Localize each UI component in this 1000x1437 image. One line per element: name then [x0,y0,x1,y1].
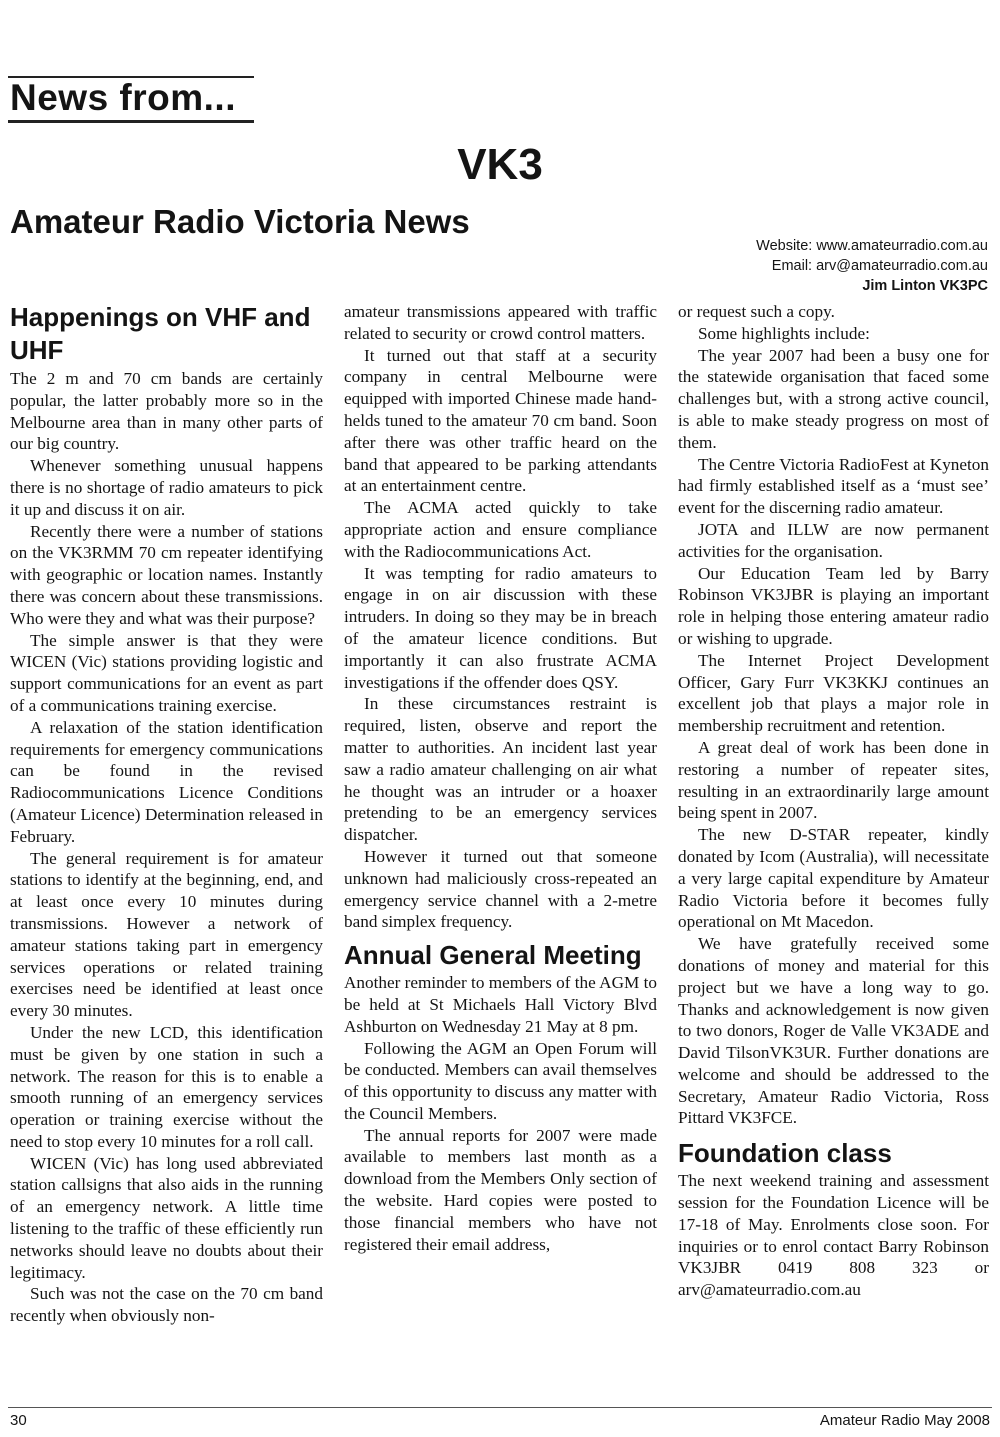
paragraph: WICEN (Vic) has long used abbreviated station callsigns that also aids in the running of an emergency network. A little time listening to the traffic of these efficiently run networks should leave no doubts about their legitimacy. [10,1153,323,1282]
region-title: VK3 [457,140,543,189]
footer-rule [8,1407,992,1408]
column-2 [344,301,657,1255]
contact-block [756,236,988,296]
paragraph: However it turned out that someone unknown had maliciously cross-repeated an emergency service channel with a 2-metre band simplex frequency. [344,846,657,932]
paragraph: The Centre Victoria RadioFest at Kyneton had firmly established itself as a ‘must see’ event for the discerning radio amateur. [678,454,989,518]
paragraph: Some highlights include: [698,323,870,343]
author-line: Jim Linton VK3PC [862,278,988,294]
paragraph: It turned out that staff at a security company in central Melbourne were equipped with imported Chinese made hand-helds tuned to the amateur 70 cm band. Soon after there was other traffic heard on the band that appeared to be parking attendants at an entertainment centre. [344,345,657,496]
paragraph: We have gratefully received some donations of money and material for this project but we have a long way to go. Thanks and acknowledgement is now given to two donors, Roger de Valle VK3ADE and David TilsonVK3UR. Further donations are welcome and should be addressed to the Secretary, Amateur Radio Victoria, Ross Pittard VK3FCE. [678,934,989,1128]
column-1 [10,301,323,1327]
paragraph: Recently there were a number of stations on the VK3RMM 70 cm repeater identifying with geographic or location names. Instantly there was concern about these transmissions. Who were they and what was their purpose? [10,521,323,628]
paragraph: The Internet Project Development Officer, Gary Furr VK3KKJ continues an excellent job that plays a major role in membership recruitment and retention. [678,650,989,736]
column-3 [678,301,989,1301]
paragraph: In these circumstances restraint is required, listen, observe and report the matter to authorities. An incident last year saw a radio amateur challenging on air what he thought was an intruder or a hoaxer pretending to be an emergency services dispatcher. [344,694,657,845]
section-label-underline [8,120,254,123]
paragraph: The year 2007 had been a busy one for the statewide organisation that faced some challenges but, with a strong active council, is able to make steady progress on most of them. [678,345,989,452]
article-title: Amateur Radio Victoria News [10,203,470,240]
paragraph: amateur transmissions appeared with traffic related to security or crowd control matters. [344,302,657,343]
heading-vhf-uhf: Happenings on VHF and UHF [10,302,311,365]
paragraph: Under the new LCD, this identification must be given by one station in such a network. The reason for this is to enable a smooth running of an emergency services operation or training exercise without the need to stop every 10 minutes for a roll call. [10,1022,323,1151]
paragraph: JOTA and ILLW are now permanent activities for the organisation. [678,519,989,561]
heading-foundation-class: Foundation class [678,1138,892,1169]
paragraph: The next weekend training and assessment session for the Foundation Licence will be 17-18 of May. Enrolments close soon. For inquiries or to enrol contact Barry Robinson VK3JBR 0419 808 323 or arv@amateurradio.com.au [678,1171,989,1300]
paragraph: Another reminder to members of the AGM to be held at St Michaels Hall Victory Blvd Ashburton on Wednesday 21 May at 8 pm. [344,973,657,1036]
paragraph: The new D-STAR repeater, kindly donated by Icom (Australia), will necessitate a very large capital expenditure by Amateur Radio Victoria before it becomes fully operational on Mt Macedon. [678,825,989,932]
paragraph: The annual reports for 2007 were made available to members last month as a download from the Members Only section of the website. Hard copies were posted to those financial members who have not registered their email address, [344,1125,657,1254]
paragraph: The general requirement is for amateur stations to identify at the beginning, end, and at least once every 10 minutes during transmissions. However a network of amateur stations taking part in emergency services operations or related training exercises need be identified at least once every 30 minutes. [10,848,323,1021]
page-number: 30 [10,1412,27,1429]
publication-info: Amateur Radio May 2008 [819,1412,990,1429]
paragraph: A great deal of work has been done in restoring a number of repeater sites, resulting in an extraordinarily large amount being spent in 2007. [678,737,989,823]
paragraph: It was tempting for radio amateurs to engage in on air discussion with these intruders. In doing so they may be in breach of the amateur licence conditions. But importantly it can also frustrate ACMA investigations if the offender does QSY. [344,563,657,692]
paragraph: or request such a copy. [678,302,835,321]
paragraph: The ACMA acted quickly to take appropriate action and ensure compliance with the Radiocommunications Act. [344,498,657,561]
heading-agm: Annual General Meeting [344,940,642,971]
website-line: Website: www.amateurradio.com.au [756,238,988,254]
paragraph: Following the AGM an Open Forum will be conducted. Members can avail themselves of this opportunity to discuss any matter with the Council Members. [344,1038,657,1123]
paragraph: The 2 m and 70 cm bands are certainly popular, the latter probably more so in the Melbourne area than in many other parts of our big country. [10,369,323,454]
paragraph: Our Education Team led by Barry Robinson VK3JBR is playing an important role in helping those entering amateur radio or wishing to upgrade. [678,563,989,648]
paragraph: Such was not the case on the 70 cm band recently when obviously non- [10,1284,323,1326]
section-label: News from... [10,77,236,118]
paragraph: A relaxation of the station identification requirements for emergency communications can be found in the revised Radiocommunications Licence Conditions (Amateur Licence) Determination released in February. [10,717,323,846]
paragraph: The simple answer is that they were WICEN (Vic) stations providing logistic and support communications for an event as part of a communications training exercise. [10,630,323,715]
email-line: Email: arv@amateurradio.com.au [771,258,988,274]
paragraph: Whenever something unusual happens there is no shortage of radio amateurs to pick it up and discuss it on air. [10,456,323,519]
